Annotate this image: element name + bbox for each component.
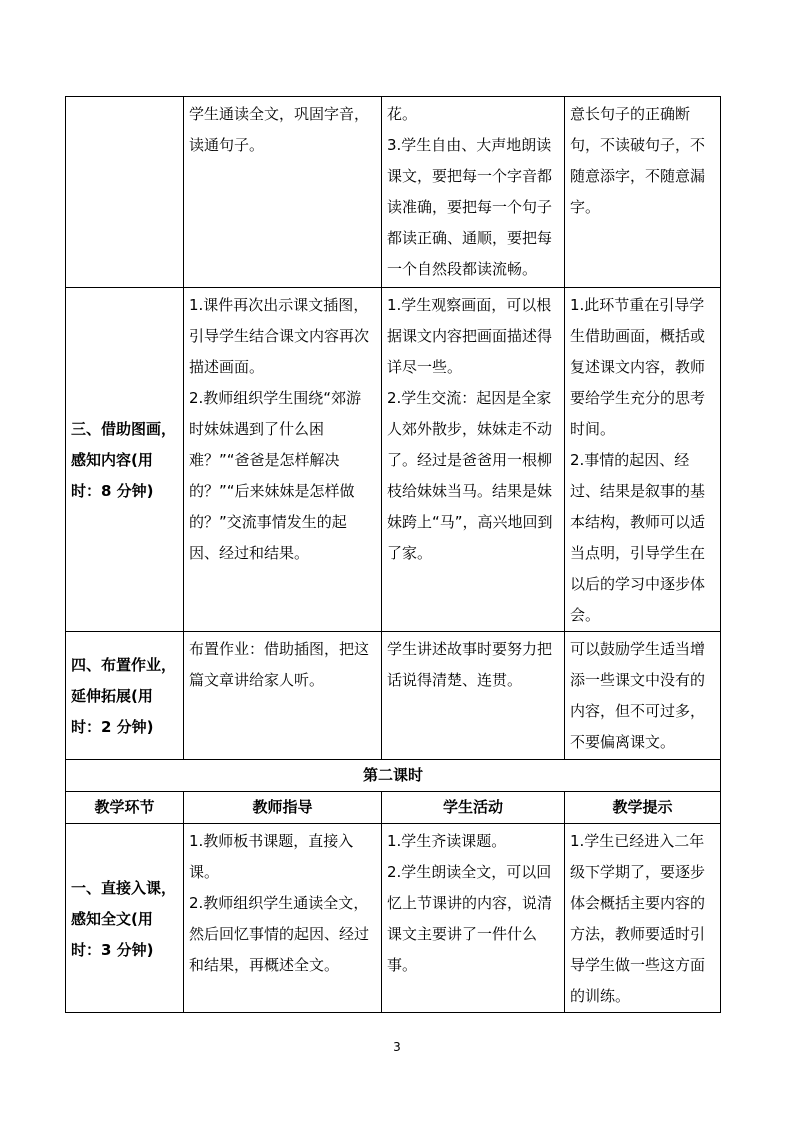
teacher-guidance-cell [184, 824, 382, 1013]
cell-paragraph: 2.事情的起因、经过、结果是叙事的基本结构，教师可以适当点明，引导学生在以后的学习中逐步体会。 [570, 451, 706, 624]
cell-paragraph: 3.学生自由、大声地朗读课文，要把每一个字音都读准确，要把每一个句子都读正确、通顺，要把每一个自然段都读流畅。 [387, 136, 553, 278]
student-activity-cell [382, 288, 565, 632]
section-title-row [66, 760, 721, 792]
cell-paragraph: 1.此环节重在引导学生借助画面，概括或复述课文内容，教师要给学生充分的思考时间。 [570, 296, 706, 438]
cell-paragraph: 1.课件再次出示课文插图，引导学生结合课文内容再次描述画面。 [189, 296, 370, 376]
cell-paragraph: 2.学生朗读全文，可以回忆上节课讲的内容，说清课文主要讲了一件什么事。 [387, 863, 553, 974]
cell-paragraph: 1.学生齐读课题。 [387, 832, 507, 850]
stage-cell [66, 97, 184, 288]
student-activity-cell [382, 632, 565, 760]
stage-cell: 三、借助图画，感知内容(用时：8 分钟) [66, 288, 184, 632]
cell-paragraph: 1.学生观察画面，可以根据课文内容把画面描述得详尽一些。 [387, 296, 553, 376]
teaching-tip-cell [565, 824, 721, 1013]
teacher-guidance-cell [184, 632, 382, 760]
teacher-guidance-cell [184, 97, 382, 288]
header-row [66, 792, 721, 824]
cell-paragraph: 布置作业：借助插图，把这篇文章讲给家人听。 [189, 640, 370, 689]
section-title: 第二课时 [66, 760, 721, 792]
cell-paragraph: 2.学生交流：起因是全家人郊外散步，妹妹走不动了。经过是爸爸用一根柳枝给妹妹当马。结果是妹妹跨上“马”，高兴地回到了家。 [387, 389, 553, 562]
cell-paragraph: 2.教师组织学生通读全文，然后回忆事情的起因、经过和结果，再概述全文。 [189, 894, 370, 974]
teaching-tip-cell [565, 97, 721, 288]
cell-paragraph: 意长句子的正确断句，不读破句子，不随意添字，不随意漏字。 [570, 105, 706, 216]
cell-paragraph: 2.教师组织学生围绕“郊游时妹妹遇到了什么困难？”“爸爸是怎样解决的？”“后来妹妹是怎样做的？”交流事情发生的起因、经过和结果。 [189, 389, 362, 562]
lesson-plan-table [65, 96, 721, 1013]
cell-paragraph: 1.学生已经进入二年级下学期了，要逐步体会概括主要内容的方法，教师要适时引导学生做一些这方面的训练。 [570, 832, 706, 1005]
stage-cell: 一、直接入课，感知全文(用时：3 分钟) [66, 824, 184, 1013]
cell-paragraph: 1.教师板书课题，直接入课。 [189, 832, 354, 881]
cell-paragraph: 花。 [387, 105, 418, 123]
column-header-teacher: 教师指导 [184, 792, 382, 824]
student-activity-cell [382, 824, 565, 1013]
stage-cell: 四、布置作业，延伸拓展(用时：2 分钟) [66, 632, 184, 760]
table-row [66, 97, 721, 288]
teaching-tip-cell [565, 632, 721, 760]
page-number: 3 [393, 1040, 401, 1054]
teaching-tip-cell [565, 288, 721, 632]
table-row [66, 288, 721, 632]
column-header-tips: 教学提示 [565, 792, 721, 824]
teacher-guidance-cell [184, 288, 382, 632]
cell-paragraph: 学生通读全文，巩固字音，读通句子。 [189, 105, 370, 154]
column-header-stage: 教学环节 [66, 792, 184, 824]
cell-paragraph: 可以鼓励学生适当增添一些课文中没有的内容，但不可过多，不要偏离课文。 [570, 640, 706, 751]
table-row [66, 632, 721, 760]
student-activity-cell [382, 97, 565, 288]
column-header-student: 学生活动 [382, 792, 565, 824]
table-row [66, 824, 721, 1013]
cell-paragraph: 学生讲述故事时要努力把话说得清楚、连贯。 [387, 640, 553, 689]
